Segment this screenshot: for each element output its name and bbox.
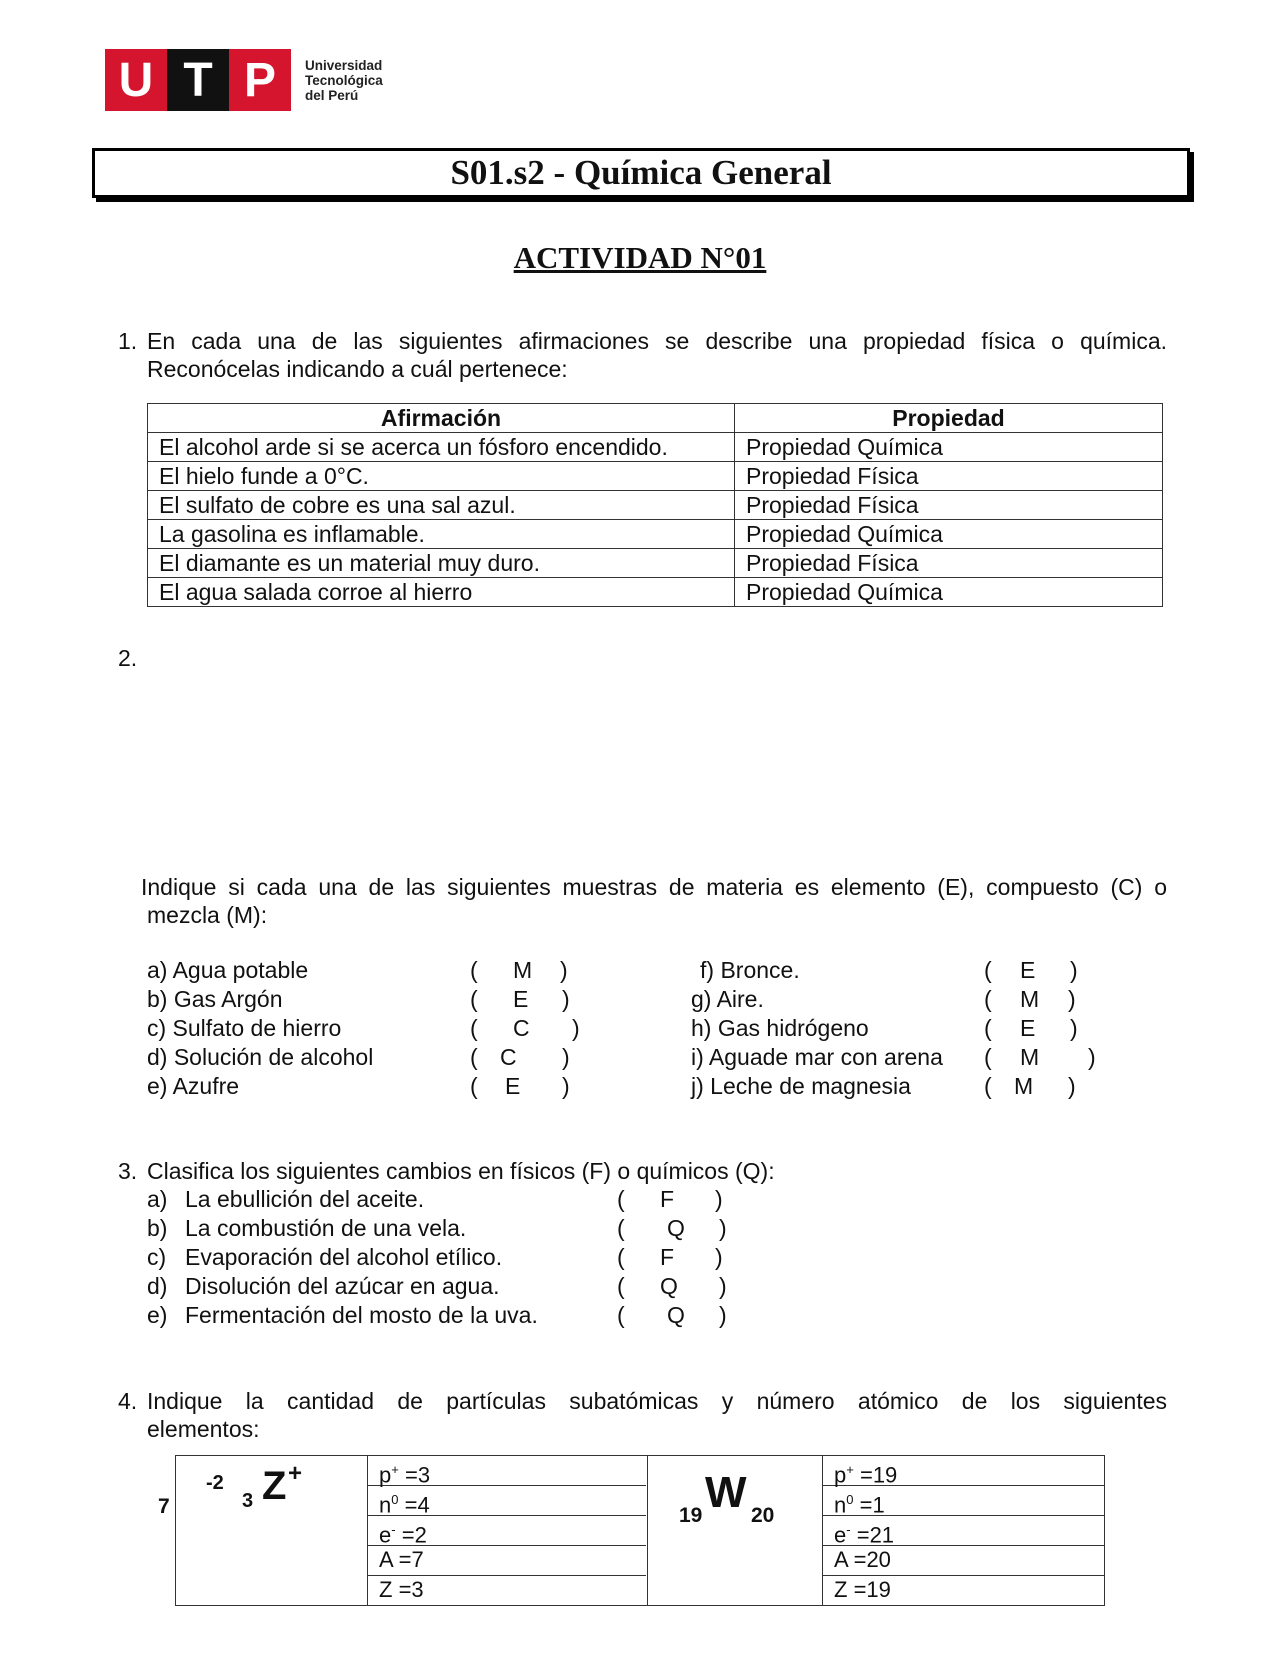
element1-charge: + <box>288 1460 303 1487</box>
q2-item-i: i) Aguade mar con arena <box>691 1044 943 1070</box>
afirmacion-cell: El alcohol arde si se acerca un fósforo encendido. <box>148 433 735 462</box>
q3-prompt: Clasifica los siguientes cambios en físicos (F) o químicos (Q): <box>147 1158 775 1184</box>
q3-answer-c: ( F ) <box>617 1244 723 1270</box>
element2-mass-number: 20 <box>751 1504 775 1527</box>
answer-value: E <box>1020 1015 1036 1041</box>
q3-answer-a: ( F ) <box>617 1186 723 1212</box>
utp-logo <box>105 49 383 111</box>
afirmacion-cell: El diamante es un material muy duro. <box>148 549 735 578</box>
q4-prompt-line1: Indique la cantidad de partículas subatómicas y número atómico de los siguientes <box>147 1388 1167 1414</box>
q3-answer-e: ( Q ) <box>617 1302 727 1328</box>
value-row: e- =21 <box>822 1516 1104 1546</box>
propiedad-cell: Propiedad Física <box>735 549 1163 578</box>
value-row: p+ =3 <box>367 1456 646 1486</box>
answer-value: E <box>513 986 529 1012</box>
element2-notation-cell <box>647 1456 823 1605</box>
properties-table <box>147 403 1163 607</box>
q3-item-letter: b) <box>147 1215 168 1241</box>
q2-prompt-line2: mezcla (M): <box>147 902 268 928</box>
header-propiedad: Propiedad <box>735 404 1163 433</box>
q2-answer-a: ( M ) <box>470 957 568 983</box>
logo-letter-p: P <box>229 49 291 111</box>
course-title: S01.s2 - Química General <box>450 153 832 192</box>
element1-atomic-number: 3 <box>242 1490 254 1512</box>
logo-text-line: del Perú <box>305 87 359 103</box>
afirmacion-cell: El agua salada corroe al hierro <box>148 578 735 607</box>
table-row <box>148 433 1163 462</box>
q2-answer-e: ( E ) <box>470 1073 570 1099</box>
q4-prompt-line2: elementos: <box>147 1416 260 1442</box>
afirmacion-cell: El sulfato de cobre es una sal azul. <box>148 491 735 520</box>
table-row <box>148 462 1163 491</box>
value-row: Z =3 <box>379 1577 424 1602</box>
value-row: A =20 <box>822 1546 1104 1576</box>
table-header-row <box>148 404 1163 433</box>
q1-prompt-line2: Reconócelas indicando a cuál pertenece: <box>147 356 568 382</box>
answer-value: C <box>500 1044 517 1070</box>
answer-value: E <box>1020 957 1036 983</box>
q2-item-a: a) Agua potable <box>147 957 309 983</box>
q2-answer-g: ( M ) <box>984 986 1076 1012</box>
q2-prompt-line1: Indique si cada una de las siguientes muestras de materia es elemento (E), compuesto (C) o <box>141 874 1167 900</box>
q3-item-letter: a) <box>147 1186 168 1212</box>
element1-values-cell <box>367 1456 648 1605</box>
q3-answer-d: ( Q ) <box>617 1273 727 1299</box>
logo-text-line: Tecnológica <box>305 72 383 88</box>
q2-item-d: d) Solución de alcohol <box>147 1044 374 1070</box>
q2-answer-h: ( E ) <box>984 1015 1078 1041</box>
q3-item-a: La ebullición del aceite. <box>185 1186 425 1212</box>
q3-answer-b: ( Q ) <box>617 1215 727 1241</box>
table-row <box>148 520 1163 549</box>
answer-value: F <box>660 1244 675 1270</box>
logo-mark <box>105 49 291 111</box>
value-row: e- =2 <box>367 1516 646 1546</box>
q2-answer-d: ( C ) <box>470 1044 570 1070</box>
subatomic-particles-table <box>175 1455 1105 1606</box>
answer-value: E <box>505 1073 521 1099</box>
answer-value: Q <box>660 1273 678 1299</box>
q2-answer-f: ( E ) <box>984 957 1078 983</box>
value-row: p+ =19 <box>822 1456 1104 1486</box>
answer-value: M <box>1020 1044 1040 1070</box>
logo-text <box>305 58 383 103</box>
afirmacion-cell: El hielo funde a 0°C. <box>148 462 735 491</box>
value-row: $n^0 =1$ <box>822 1486 1104 1516</box>
q2-item-g: g) Aire. <box>691 986 764 1012</box>
q2-answer-c: ( C ) <box>470 1015 580 1041</box>
q3-number: 3. <box>118 1158 138 1184</box>
q3-item-letter: e) <box>147 1302 168 1328</box>
value-row: Z =19 <box>834 1577 891 1602</box>
propiedad-cell: Propiedad Física <box>735 462 1163 491</box>
q2-item-b: b) Gas Argón <box>147 986 283 1012</box>
element1-symbol: Z <box>262 1464 287 1508</box>
q2-number: 2. <box>118 645 138 671</box>
activity-title: ACTIVIDAD N°01 <box>513 240 767 275</box>
logo-letter-t: T <box>167 49 229 111</box>
answer-value: M <box>1014 1073 1034 1099</box>
table-row <box>148 549 1163 578</box>
q2-item-j: j) Leche de magnesia <box>691 1073 911 1099</box>
propiedad-cell: Propiedad Química <box>735 520 1163 549</box>
q3-item-e: Fermentación del mosto de la uva. <box>185 1302 538 1328</box>
q2-answer-i: ( M ) <box>984 1044 1096 1070</box>
q3-item-b: La combustión de una vela. <box>185 1215 467 1241</box>
propiedad-cell: Propiedad Química <box>735 433 1163 462</box>
value-row: $n^0 =4$ <box>367 1486 646 1516</box>
q3-item-c: Evaporación del alcohol etílico. <box>185 1244 503 1270</box>
q3-item-letter: c) <box>147 1244 167 1270</box>
element2-atomic-number: 19 <box>679 1504 703 1527</box>
q4-number: 4. <box>118 1388 138 1414</box>
q2-answer-j: ( M ) <box>984 1073 1076 1099</box>
element2-values-cell <box>822 1456 1104 1605</box>
answer-value: C <box>513 1015 530 1041</box>
q1-number: 1. <box>118 328 138 354</box>
answer-value: M <box>513 957 533 983</box>
logo-letter-u: U <box>105 49 167 111</box>
element1-notation-cell <box>176 1456 368 1605</box>
q2-item-h: h) Gas hidrógeno <box>691 1015 869 1041</box>
q2-item-c: c) Sulfato de hierro <box>147 1015 342 1041</box>
answer-value: F <box>660 1186 675 1212</box>
table-row <box>148 491 1163 520</box>
course-title-box <box>92 148 1190 198</box>
propiedad-cell: Propiedad Química <box>735 578 1163 607</box>
value-row: A =7 <box>367 1546 646 1576</box>
propiedad-cell: Propiedad Física <box>735 491 1163 520</box>
q2-item-e: e) Azufre <box>147 1073 240 1099</box>
answer-value: Q <box>667 1215 685 1241</box>
q2-answer-b: ( E ) <box>470 986 570 1012</box>
q3-item-letter: d) <box>147 1273 168 1299</box>
element1-mass-number: 7 <box>158 1495 170 1518</box>
answer-value: Q <box>667 1302 685 1328</box>
q1-prompt-line1: En cada una de las siguientes afirmaciones se describe una propiedad física o química. <box>147 328 1167 354</box>
table-row <box>148 578 1163 607</box>
answer-value: M <box>1020 986 1040 1012</box>
element2-symbol: W <box>705 1468 747 1517</box>
q3-item-d: Disolución del azúcar en agua. <box>185 1273 500 1299</box>
header-afirmacion: Afirmación <box>148 404 735 433</box>
element1-charge-prefix: -2 <box>206 1472 224 1494</box>
logo-text-line: Universidad <box>305 57 383 73</box>
q2-item-f: f) Bronce. <box>700 957 800 983</box>
afirmacion-cell: La gasolina es inflamable. <box>148 520 735 549</box>
